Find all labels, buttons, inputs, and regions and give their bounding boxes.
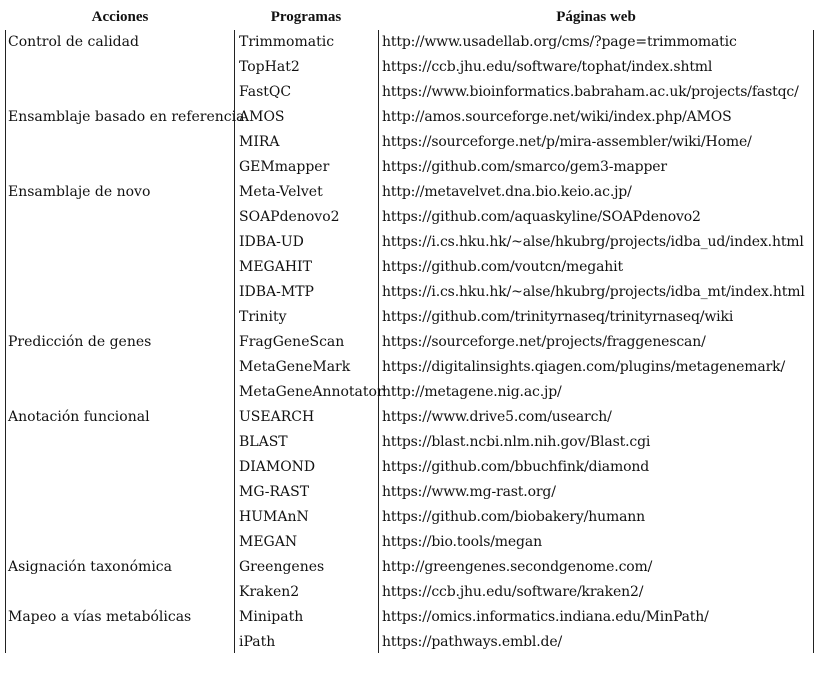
table-row (0, 330, 819, 355)
cell-pagina-web: https://sourceforge.net/projects/fraggenescan/ (382, 334, 706, 350)
table-row (0, 480, 819, 505)
table-row (0, 355, 819, 380)
cell-pagina-web: http://metavelvet.dna.bio.keio.ac.jp/ (382, 184, 632, 200)
cell-programa: Kraken2 (239, 584, 300, 600)
cell-accion (8, 380, 232, 405)
tools-table (0, 30, 819, 655)
cell-accion: Anotación funcional (8, 409, 150, 425)
cell-accion (8, 255, 232, 280)
cell-accion: Ensamblaje basado en referencia (8, 109, 245, 125)
cell-accion (8, 230, 232, 255)
cell-accion (8, 155, 232, 180)
table-row (0, 30, 819, 55)
table-row (0, 455, 819, 480)
cell-programa: AMOS (239, 109, 285, 125)
table-row (0, 180, 819, 205)
table-row (0, 405, 819, 430)
table-row (0, 605, 819, 630)
cell-programa: HUMAnN (239, 509, 309, 525)
cell-accion (8, 530, 232, 555)
cell-accion: Ensamblaje de novo (8, 184, 151, 200)
table-header (0, 6, 819, 28)
cell-programa: BLAST (239, 434, 288, 450)
cell-accion: Control de calidad (8, 34, 139, 50)
cell-programa: IDBA-UD (239, 234, 304, 250)
table-row (0, 105, 819, 130)
table-row (0, 255, 819, 280)
cell-pagina-web: https://blast.ncbi.nlm.nih.gov/Blast.cgi (382, 434, 651, 450)
header-acciones: Acciones (91, 9, 149, 25)
cell-accion: Mapeo a vías metabólicas (8, 609, 192, 625)
cell-programa: MG-RAST (239, 484, 310, 500)
cell-pagina-web: https://www.mg-rast.org/ (382, 484, 556, 500)
cell-accion (8, 80, 232, 105)
cell-pagina-web: https://github.com/voutcn/megahit (382, 259, 623, 275)
cell-pagina-web: http://amos.sourceforge.net/wiki/index.php/AMOS (382, 109, 732, 125)
table-row (0, 80, 819, 105)
cell-pagina-web: https://pathways.embl.de/ (382, 634, 563, 650)
cell-programa: IDBA-MTP (239, 284, 314, 300)
cell-accion (8, 305, 232, 330)
header-paginas-web: Páginas web (556, 9, 636, 25)
cell-accion: Predicción de genes (8, 334, 152, 350)
table-row (0, 305, 819, 330)
table-row (0, 505, 819, 530)
cell-programa: FastQC (239, 84, 292, 100)
cell-accion: Asignación taxonómica (8, 559, 172, 575)
cell-accion (8, 455, 232, 480)
table-row (0, 55, 819, 80)
cell-pagina-web: https://i.cs.hku.hk/~alse/hkubrg/projects/idba_ud/index.html (382, 234, 804, 250)
cell-accion (8, 480, 232, 505)
cell-accion (8, 430, 232, 455)
header-programas: Programas (270, 9, 342, 25)
cell-programa: Greengenes (239, 559, 325, 575)
cell-pagina-web: https://bio.tools/megan (382, 534, 542, 550)
cell-programa: GEMmapper (239, 159, 330, 175)
cell-pagina-web: https://github.com/trinityrnaseq/trinityrnaseq/wiki (382, 309, 734, 325)
cell-programa: MetaGeneAnnotator (239, 384, 384, 400)
cell-programa: FragGeneScan (239, 334, 345, 350)
cell-pagina-web: https://github.com/smarco/gem3-mapper (382, 159, 667, 175)
cell-pagina-web: https://github.com/bbuchfink/diamond (382, 459, 650, 475)
cell-pagina-web: http://greengenes.secondgenome.com/ (382, 559, 653, 575)
cell-accion (8, 630, 232, 655)
table-row (0, 630, 819, 655)
cell-pagina-web: https://omics.informatics.indiana.edu/MinPath/ (382, 609, 709, 625)
cell-pagina-web: https://ccb.jhu.edu/software/tophat/index.shtml (382, 59, 713, 75)
table-row (0, 380, 819, 405)
cell-pagina-web: https://ccb.jhu.edu/software/kraken2/ (382, 584, 644, 600)
cell-programa: TopHat2 (239, 59, 300, 75)
table-row (0, 430, 819, 455)
cell-programa: SOAPdenovo2 (239, 209, 340, 225)
table-row (0, 130, 819, 155)
cell-programa: MEGAHIT (239, 259, 312, 275)
cell-pagina-web: https://github.com/biobakery/humann (382, 509, 646, 525)
cell-programa: DIAMOND (239, 459, 316, 475)
cell-pagina-web: https://i.cs.hku.hk/~alse/hkubrg/projects/idba_mt/index.html (382, 284, 805, 300)
cell-pagina-web: https://github.com/aquaskyline/SOAPdenovo2 (382, 209, 701, 225)
cell-pagina-web: https://digitalinsights.qiagen.com/plugins/metagenemark/ (382, 359, 786, 375)
cell-accion (8, 355, 232, 380)
cell-programa: Meta-Velvet (239, 184, 323, 200)
cell-programa: MetaGeneMark (239, 359, 351, 375)
cell-pagina-web: https://sourceforge.net/p/mira-assembler/wiki/Home/ (382, 134, 752, 150)
table-row (0, 580, 819, 605)
cell-programa: Trimmomatic (239, 34, 335, 50)
table-row (0, 530, 819, 555)
cell-accion (8, 205, 232, 230)
cell-programa: iPath (239, 634, 276, 650)
cell-pagina-web: http://www.usadellab.org/cms/?page=trimmomatic (382, 34, 737, 50)
cell-programa: MIRA (239, 134, 280, 150)
cell-programa: Trinity (239, 309, 287, 325)
table-row (0, 155, 819, 180)
cell-accion (8, 55, 232, 80)
table-row (0, 205, 819, 230)
cell-accion (8, 580, 232, 605)
cell-programa: MEGAN (239, 534, 298, 550)
cell-programa: Minipath (239, 609, 304, 625)
cell-programa: USEARCH (239, 409, 315, 425)
cell-pagina-web: https://www.bioinformatics.babraham.ac.uk/projects/fastqc/ (382, 84, 799, 100)
cell-accion (8, 505, 232, 530)
cell-accion (8, 130, 232, 155)
table-row (0, 280, 819, 305)
cell-pagina-web: http://metagene.nig.ac.jp/ (382, 384, 562, 400)
table-row (0, 555, 819, 580)
cell-pagina-web: https://www.drive5.com/usearch/ (382, 409, 612, 425)
table-row (0, 230, 819, 255)
cell-accion (8, 280, 232, 305)
